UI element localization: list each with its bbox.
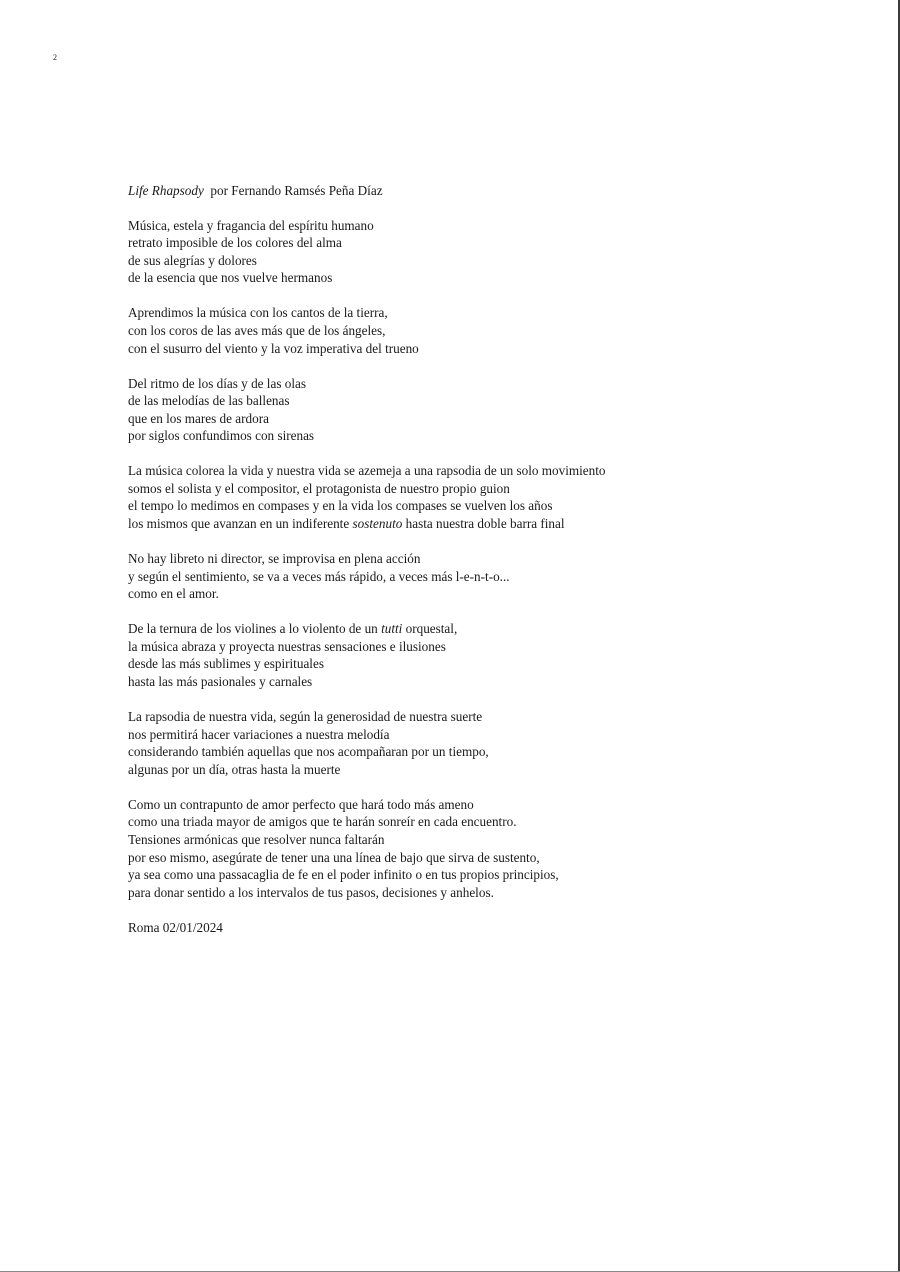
poem-line: por eso mismo, asegúrate de tener una una línea de bajo que sirva de sustento, (128, 849, 540, 865)
poem-line: Del ritmo de los días y de las olas (128, 375, 306, 391)
stanza-4 (128, 462, 868, 532)
poem-line: No hay libreto ni director, se improvisa en plena acción (128, 551, 421, 567)
poem-line: Como un contrapunto de amor perfecto que hará todo más ameno (128, 796, 474, 812)
poem-line: retrato imposible de los colores del alma (128, 235, 342, 251)
stanza-7 (128, 708, 868, 778)
poem-signature: Roma 02/01/2024 (128, 919, 223, 935)
poem-line: de sus alegrías y dolores (128, 252, 257, 268)
poem-line: de la esencia que nos vuelve hermanos (128, 270, 333, 286)
line-text: orquestal, (402, 621, 458, 637)
stanza-2 (128, 304, 868, 357)
italic-term: tutti (381, 621, 403, 637)
poem-line: hasta las más pasionales y carnales (128, 674, 313, 690)
stanza-3 (128, 375, 868, 445)
poem-line: somos el solista y el compositor, el protagonista de nuestro propio guion (128, 480, 510, 496)
stanza-6 (128, 620, 868, 690)
poem-line: algunas por un día, otras hasta la muerte (128, 761, 341, 777)
poem-line: ya sea como una passacaglia de fe en el poder infinito o en tus propios principios, (128, 867, 559, 883)
poem-line: Aprendimos la música con los cantos de la tierra, (128, 305, 388, 321)
poem-line: con el susurro del viento y la voz imperativa del trueno (128, 340, 419, 356)
poem-line: con los coros de las aves más que de los ángeles, (128, 322, 386, 338)
poem-line (128, 515, 868, 533)
poem-line: Tensiones armónicas que resolver nunca faltarán (128, 831, 385, 847)
poem-line: por siglos confundimos con sirenas (128, 428, 315, 444)
poem-line: Música, estela y fragancia del espíritu humano (128, 217, 374, 233)
poem-line (128, 620, 868, 638)
line-text: hasta nuestra doble barra final (402, 516, 565, 532)
stanza-8 (128, 796, 868, 902)
poem-line: La rapsodia de nuestra vida, según la generosidad de nuestra suerte (128, 709, 483, 724)
poem-line: para donar sentido a los intervalos de tus pasos, decisiones y anhelos. (128, 884, 494, 900)
italic-term: sostenuto (352, 516, 403, 532)
page-number: 2 (53, 53, 57, 62)
poem-byline: por Fernando Ramsés Peña Díaz (203, 183, 383, 198)
poem (128, 182, 868, 936)
poem-title: Life Rhapsody (128, 183, 204, 198)
poem-line: el tempo lo medimos en compases y en la vida los compases se vuelven los años (128, 498, 553, 514)
poem-line: la música abraza y proyecta nuestras sensaciones e ilusiones (128, 638, 446, 654)
poem-title-line (128, 182, 868, 200)
poem-line: como en el amor. (128, 586, 219, 602)
poem-line: y según el sentimiento, se va a veces más rápido, a veces más l-e-n-t-o... (128, 568, 510, 584)
stanza-1 (128, 217, 868, 287)
stanza-5 (128, 550, 868, 603)
poem-line: considerando también aquellas que nos acompañaran por un tiempo, (128, 744, 489, 760)
poem-line: La música colorea la vida y nuestra vida se azemeja a una rapsodia de un solo movimiento (128, 463, 606, 479)
poem-line: desde las más sublimes y espirituales (128, 656, 324, 672)
poem-line: nos permitirá hacer variaciones a nuestra melodía (128, 726, 390, 742)
poem-line: de las melodías de las ballenas (128, 393, 290, 409)
line-text: los mismos que avanzan en un indiferente (128, 516, 353, 532)
line-text: De la ternura de los violines a lo violento de un (128, 621, 382, 637)
poem-line: que en los mares de ardora (128, 410, 269, 426)
poem-line: como una triada mayor de amigos que te harán sonreír en cada encuentro. (128, 814, 517, 830)
